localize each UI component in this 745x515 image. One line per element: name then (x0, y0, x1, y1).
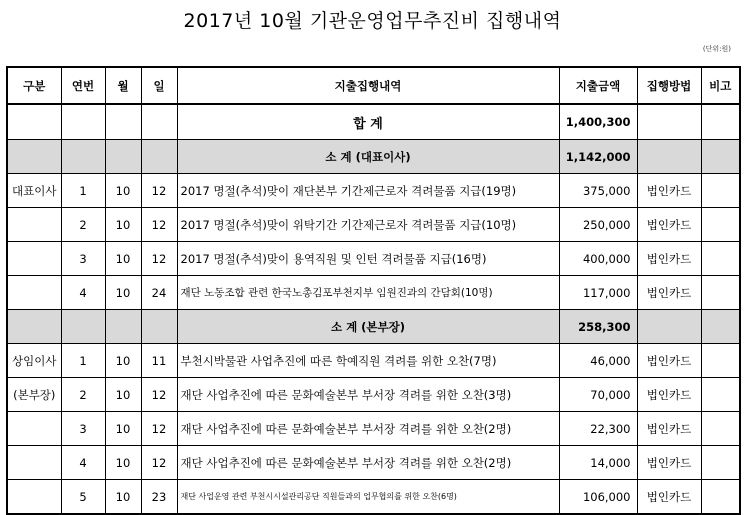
header-method: 집행방법 (637, 67, 701, 104)
cell-desc: 2017 명절(추석)맞이 재단본부 기간제근로자 격려물품 지급(19명) (177, 174, 559, 208)
cell-method: 법인카드 (637, 378, 701, 412)
subtotal-row (7, 140, 740, 174)
header-note: 비고 (701, 67, 740, 104)
cell-desc: 재단 사업추진에 따른 문화예술본부 부서장 격려를 위한 오찬(2명) (177, 446, 559, 480)
table-row (7, 446, 740, 480)
cell-group (7, 412, 61, 446)
cell-note (701, 378, 740, 412)
cell-day: 23 (141, 480, 177, 515)
cell-seq: 3 (61, 412, 105, 446)
cell-note (701, 208, 740, 242)
cell-day: 12 (141, 446, 177, 480)
cell-seq: 4 (61, 446, 105, 480)
cell-method: 법인카드 (637, 276, 701, 310)
cell-desc: 2017 명절(추석)맞이 용역직원 및 인턴 격려물품 지급(16명) (177, 242, 559, 276)
cell-group: 대표이사 (7, 174, 61, 208)
cell-month: 10 (105, 446, 141, 480)
table-row (7, 208, 740, 242)
cell-month: 10 (105, 480, 141, 515)
table-row (7, 174, 740, 208)
cell-note (701, 242, 740, 276)
cell-month: 10 (105, 412, 141, 446)
cell-desc: 재단 사업운영 관련 부천시시설관리공단 직원들과의 업무협의를 위한 오찬(6명) (177, 480, 559, 515)
table-row (7, 480, 740, 515)
cell-method: 법인카드 (637, 208, 701, 242)
header-row (7, 67, 740, 104)
cell-month: 10 (105, 174, 141, 208)
cell-day: 12 (141, 412, 177, 446)
cell-group (7, 276, 61, 310)
cell-day: 12 (141, 378, 177, 412)
total-row (7, 104, 740, 140)
cell-group: (본부장) (7, 378, 61, 412)
cell-day: 12 (141, 174, 177, 208)
header-amount: 지출금액 (559, 67, 637, 104)
cell-amount: 117,000 (559, 276, 637, 310)
cell-desc: 2017 명절(추석)맞이 위탁기간 기간제근로자 격려물품 지급(10명) (177, 208, 559, 242)
cell-note (701, 446, 740, 480)
header-month: 월 (105, 67, 141, 104)
cell-method: 법인카드 (637, 344, 701, 378)
cell-group (7, 480, 61, 515)
cell-amount: 250,000 (559, 208, 637, 242)
cell-day: 12 (141, 242, 177, 276)
cell-desc: 재단 노동조합 관련 한국노총김포부천지부 임원진과의 간담회(10명) (177, 276, 559, 310)
table-row (7, 344, 740, 378)
cell-note (701, 412, 740, 446)
cell-amount: 14,000 (559, 446, 637, 480)
cell-desc: 재단 사업추진에 따른 문화예술본부 부서장 격려를 위한 오찬(3명) (177, 378, 559, 412)
cell-amount: 400,000 (559, 242, 637, 276)
cell-seq: 1 (61, 174, 105, 208)
cell-note (701, 480, 740, 515)
table-row (7, 412, 740, 446)
table-row (7, 276, 740, 310)
unit-label: (단위:원) (702, 45, 731, 53)
cell-seq: 1 (61, 344, 105, 378)
subtotal-label: 소 계 (본부장) (177, 310, 559, 344)
cell-seq: 3 (61, 242, 105, 276)
cell-amount: 70,000 (559, 378, 637, 412)
cell-month: 10 (105, 242, 141, 276)
cell-seq: 2 (61, 208, 105, 242)
subtotal-amount: 258,300 (559, 310, 637, 344)
subtotal-label: 소 계 (대표이사) (177, 140, 559, 174)
cell-seq: 2 (61, 378, 105, 412)
expense-table (6, 66, 741, 515)
cell-day: 24 (141, 276, 177, 310)
cell-method: 법인카드 (637, 242, 701, 276)
header-desc: 지출집행내역 (177, 67, 559, 104)
cell-group (7, 208, 61, 242)
cell-month: 10 (105, 378, 141, 412)
cell-note (701, 174, 740, 208)
header-group: 구분 (7, 67, 61, 104)
cell-method: 법인카드 (637, 412, 701, 446)
cell-method: 법인카드 (637, 446, 701, 480)
subtotal-row (7, 310, 740, 344)
cell-day: 12 (141, 208, 177, 242)
table-row (7, 242, 740, 276)
cell-group (7, 446, 61, 480)
cell-group (7, 242, 61, 276)
cell-amount: 46,000 (559, 344, 637, 378)
cell-method: 법인카드 (637, 174, 701, 208)
total-amount: 1,400,300 (559, 104, 637, 140)
subtotal-amount: 1,142,000 (559, 140, 637, 174)
cell-note (701, 276, 740, 310)
page-title: 2017년 10월 기관운영업무추진비 집행내역 (183, 10, 562, 32)
cell-group: 상임이사 (7, 344, 61, 378)
cell-desc: 부천시박물관 사업추진에 따른 학예직원 격려를 위한 오찬(7명) (177, 344, 559, 378)
cell-note (701, 344, 740, 378)
total-label: 합 계 (177, 104, 559, 140)
cell-amount: 22,300 (559, 412, 637, 446)
cell-desc: 재단 사업추진에 따른 문화예술본부 부서장 격려를 위한 오찬(2명) (177, 412, 559, 446)
cell-month: 10 (105, 344, 141, 378)
cell-month: 10 (105, 276, 141, 310)
cell-day: 11 (141, 344, 177, 378)
cell-seq: 5 (61, 480, 105, 515)
header-day: 일 (141, 67, 177, 104)
cell-amount: 106,000 (559, 480, 637, 515)
cell-month: 10 (105, 208, 141, 242)
table-row (7, 378, 740, 412)
cell-method: 법인카드 (637, 480, 701, 515)
cell-amount: 375,000 (559, 174, 637, 208)
header-seq: 연번 (61, 67, 105, 104)
cell-seq: 4 (61, 276, 105, 310)
